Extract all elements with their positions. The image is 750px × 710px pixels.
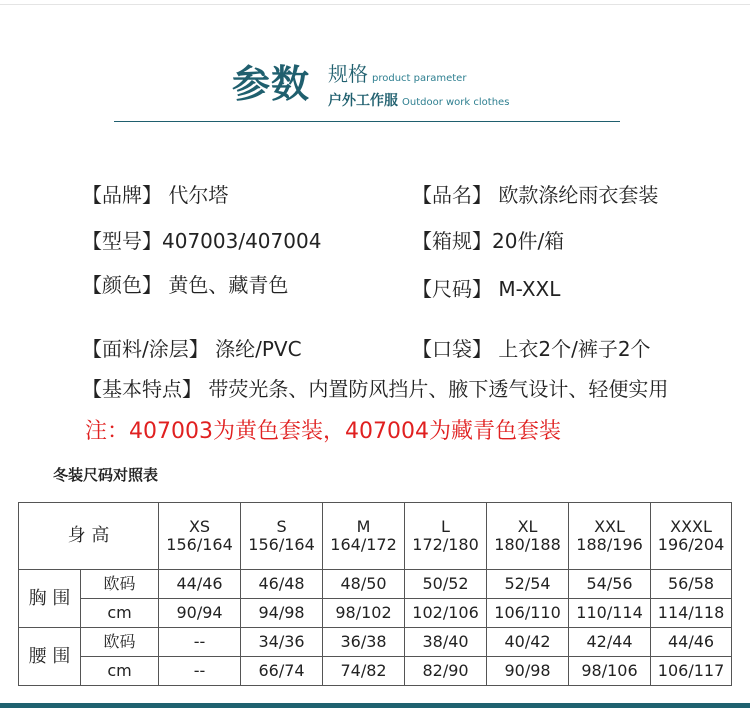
size-height: 156/164: [248, 535, 315, 554]
spec-color: [82, 272, 288, 298]
table-cell: 66/74: [241, 657, 323, 686]
spec-pocket: [412, 336, 651, 362]
size-name: XS: [188, 517, 211, 536]
size-cell-l: [405, 503, 487, 570]
header-subtitle-row: [328, 90, 509, 114]
table-cell: 48/50: [323, 570, 405, 599]
size-cell-s: [241, 503, 323, 570]
size-cell-m: [323, 503, 405, 570]
header-main-title: 参数: [232, 62, 311, 106]
table-cell: --: [159, 657, 241, 686]
table-cell: 50/52: [405, 570, 487, 599]
spec-box-value: 20件/箱: [492, 229, 565, 253]
table-cell: 56/58: [651, 570, 732, 599]
size-table: [18, 502, 732, 686]
size-name: S: [276, 517, 287, 536]
size-height: 172/180: [412, 535, 479, 554]
bottom-rule: [0, 703, 750, 708]
size-height: 188/196: [576, 535, 643, 554]
spec-name-value: 欧款涤纶雨衣套装: [498, 183, 659, 207]
spec-size-value: M-XXL: [498, 277, 561, 301]
header-title-row: [328, 62, 466, 91]
spec-feature-label: 【基本特点】: [82, 377, 202, 401]
top-rule: [0, 4, 750, 5]
spec-brand-label: 【品牌】: [82, 183, 162, 207]
size-height: 156/164: [166, 535, 233, 554]
spec-model: [82, 228, 321, 254]
table-cell: 34/36: [241, 628, 323, 657]
table-cell: --: [159, 628, 241, 657]
spec-color-value: 黄色、藏青色: [168, 273, 289, 297]
spec-model-value: 407003/407004: [162, 229, 322, 253]
table-cell: 106/117: [651, 657, 732, 686]
table-cell: 44/46: [651, 628, 732, 657]
size-name: M: [356, 517, 371, 536]
spec-fabric-value: 涤纶/PVC: [215, 337, 302, 361]
size-cell-xs: [159, 503, 241, 570]
spec-brand: [82, 182, 228, 208]
table-row-waist-eu: [19, 628, 732, 657]
table-cell: 106/110: [487, 599, 569, 628]
table-cell: 44/46: [159, 570, 241, 599]
spec-feature: [82, 376, 668, 402]
table-cell: 38/40: [405, 628, 487, 657]
size-name: L: [441, 517, 450, 536]
spec-box: [412, 228, 564, 254]
spec-fabric-label: 【面料/涂层】: [82, 337, 209, 361]
table-cell: 90/98: [487, 657, 569, 686]
unit-cell: cm: [81, 599, 159, 628]
unit-cell: 欧码: [81, 570, 159, 599]
chest-label-cell: 胸 围: [19, 570, 81, 628]
table-cell: 102/106: [405, 599, 487, 628]
unit-cell: 欧码: [81, 628, 159, 657]
table-title: 冬装尺码对照表: [53, 466, 159, 484]
size-cell-xxl: [569, 503, 651, 570]
size-cell-xl: [487, 503, 569, 570]
header-subtitle: 户外工作服: [328, 93, 398, 109]
table-cell: 98/102: [323, 599, 405, 628]
table-cell: 82/90: [405, 657, 487, 686]
table-cell: 42/44: [569, 628, 651, 657]
size-cell-xxxl: [651, 503, 732, 570]
spec-pocket-value: 上衣2个/裤子2个: [498, 337, 651, 361]
table-header-row: [19, 503, 732, 570]
table-cell: 98/106: [569, 657, 651, 686]
spec-model-label: 【型号】: [82, 229, 162, 253]
spec-brand-value: 代尔塔: [168, 183, 229, 207]
table-cell: 40/42: [487, 628, 569, 657]
spec-name: [412, 182, 658, 208]
size-name: XXXL: [670, 517, 712, 536]
spec-size: [412, 276, 560, 302]
table-cell: 114/118: [651, 599, 732, 628]
table-row-waist-cm: [19, 657, 732, 686]
color-note: 注：407003为黄色套装，407004为藏青色套装: [85, 419, 561, 444]
spec-name-label: 【品名】: [412, 183, 492, 207]
spec-color-label: 【颜色】: [82, 273, 162, 297]
size-name: XL: [517, 517, 538, 536]
table-cell: 90/94: [159, 599, 241, 628]
table-cell: 110/114: [569, 599, 651, 628]
header-title-en: product parameter: [372, 73, 467, 84]
spec-box-label: 【箱规】: [412, 229, 492, 253]
spec-pocket-label: 【口袋】: [412, 337, 492, 361]
table-cell: 46/48: [241, 570, 323, 599]
header-subtitle-en: Outdoor work clothes: [402, 97, 510, 108]
spec-feature-value: 带荧光条、内置防风挡片、腋下透气设计、轻便实用: [208, 377, 669, 401]
size-name: XXL: [594, 517, 625, 536]
table-cell: 94/98: [241, 599, 323, 628]
table-cell: 74/82: [323, 657, 405, 686]
size-height: 180/188: [494, 535, 561, 554]
size-height: 164/172: [330, 535, 397, 554]
table-row-chest-eu: [19, 570, 732, 599]
table-cell: 54/56: [569, 570, 651, 599]
unit-cell: cm: [81, 657, 159, 686]
height-label-cell: 身 高: [19, 503, 159, 570]
table-row-chest-cm: [19, 599, 732, 628]
table-cell: 36/38: [323, 628, 405, 657]
header-title: 规格: [328, 62, 368, 86]
spec-size-label: 【尺码】: [412, 277, 492, 301]
spec-fabric: [82, 336, 302, 362]
table-cell: 52/54: [487, 570, 569, 599]
header-divider: [114, 121, 620, 122]
waist-label-cell: 腰 围: [19, 628, 81, 686]
size-height: 196/204: [657, 535, 725, 554]
